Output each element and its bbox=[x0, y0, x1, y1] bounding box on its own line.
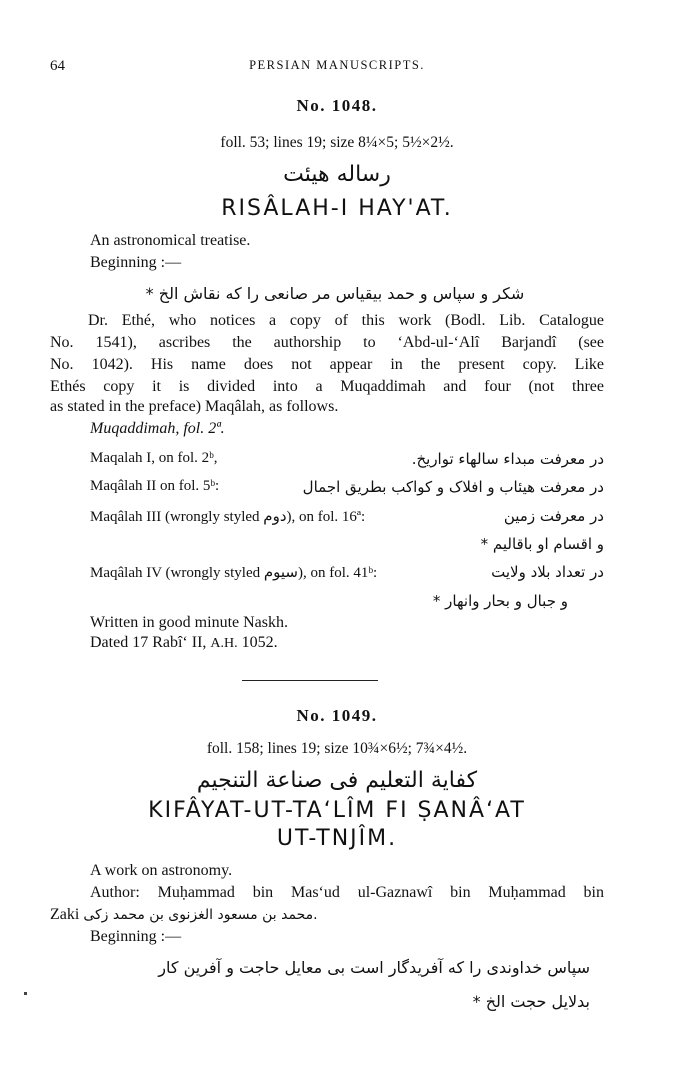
entry-title: KIFÂYAT-UT-TA‘LÎM FI ṢANÂ‘AT bbox=[148, 798, 526, 823]
maqalah-3-arabic: در معرفت زمین bbox=[503, 507, 604, 525]
paragraph-line: No. 1541), ascribes the authorship to ‘Abd-ul-‘Alî Barjandî (see bbox=[50, 334, 604, 351]
paragraph-line: Ethés copy it is divided into a Muqaddimah and four (not three bbox=[50, 378, 604, 395]
maqalah-2-arabic: در معرفت هیئاب و افلاک و کواکب بطریق اجمال bbox=[302, 478, 604, 496]
paragraph-line: No. 1042). His name does not appear in the present copy. Like bbox=[50, 356, 604, 373]
ink-mark bbox=[24, 992, 27, 995]
dated-note bbox=[90, 634, 278, 652]
arabic-title: کفایة التعلیم فی صناعة التنجیم bbox=[196, 768, 478, 793]
page-number: 64 bbox=[50, 58, 65, 74]
section-divider bbox=[242, 680, 378, 681]
beginning-label: Beginning :— bbox=[90, 928, 182, 945]
beginning-label: Beginning :— bbox=[90, 254, 182, 271]
maqalah-4-label-post: ), on fol. 41ᵇ: bbox=[298, 565, 378, 581]
written-note: Written in good minute Naskh. bbox=[90, 614, 288, 631]
entry-number: No. 1049. bbox=[296, 706, 378, 725]
maqalah-4-arabic: در تعداد بلاد ولایت bbox=[491, 563, 604, 581]
maqalah-1-label: Maqalah I, on fol. 2ᵇ, bbox=[90, 450, 218, 466]
dated-year: 1052. bbox=[241, 634, 278, 651]
running-head: PERSIAN MANUSCRIPTS. bbox=[249, 58, 425, 72]
maqalah-3-styled: دوم bbox=[263, 507, 287, 525]
beginning-text: سپاس خداوندی را که آفریدگار است بی معایل حاجت و آفرین کار bbox=[158, 958, 590, 977]
entry-title: RISÂLAH-I HAY'AT. bbox=[221, 196, 453, 221]
author-line-cont bbox=[50, 906, 318, 924]
beginning-text-cont: بدلایل حجت الخ * bbox=[472, 992, 590, 1011]
folio-info: foll. 53; lines 19; size 8¼×5; 5½×2½. bbox=[220, 134, 454, 151]
description: An astronomical treatise. bbox=[90, 232, 251, 249]
beginning-text: شکر و سپاس و حمد بیقیاس مر صانعی را که نقاش الخ * bbox=[145, 284, 525, 303]
description: A work on astronomy. bbox=[90, 862, 233, 879]
author-zaki: Zaki bbox=[50, 906, 80, 923]
author-arabic: محمد بن مسعود الغزنوی بن محمد زکی. bbox=[83, 907, 318, 923]
maqalah-2-label: Maqâlah II on fol. 5ᵇ: bbox=[90, 478, 220, 494]
maqalah-4-arabic-cont: و جبال و بحار وانهار * bbox=[432, 592, 568, 610]
entry-number: No. 1048. bbox=[296, 96, 378, 115]
muqaddimah-line: Muqaddimah, fol. 2ª. bbox=[90, 420, 225, 437]
paragraph-line: as stated in the preface) Maqâlah, as follows. bbox=[50, 398, 339, 415]
folio-info: foll. 158; lines 19; size 10¾×6½; 7¾×4½. bbox=[206, 740, 468, 757]
maqalah-3-arabic-cont: و اقسام او باقالیم * bbox=[480, 535, 604, 553]
arabic-title: رساله هیئت bbox=[283, 162, 391, 187]
maqalah-3-label-pre: Maqâlah III (wrongly styled bbox=[90, 509, 260, 525]
entry-title-cont: UT-TNJÎM. bbox=[276, 826, 398, 851]
maqalah-1-arabic: در معرفت مبداء سالهاء تواریخ. bbox=[411, 450, 604, 468]
paragraph-line: Dr. Ethé, who notices a copy of this work (Bodl. Lib. Catalogue bbox=[88, 312, 604, 329]
maqalah-3-label-post: ), on fol. 16ª: bbox=[286, 509, 366, 525]
maqalah-3-label bbox=[90, 507, 365, 526]
author-line: Author: Muḥammad bin Mas‘ud ul-Gaznawî bin Muḥammad bin bbox=[90, 884, 604, 901]
maqalah-4-styled: سیوم bbox=[263, 563, 298, 581]
dated-ah: A.H. bbox=[210, 636, 238, 651]
maqalah-4-label-pre: Maqâlah IV (wrongly styled bbox=[90, 565, 261, 581]
maqalah-4-label bbox=[90, 563, 377, 582]
dated-pre: Dated 17 Rabîʻ II, bbox=[90, 634, 207, 651]
